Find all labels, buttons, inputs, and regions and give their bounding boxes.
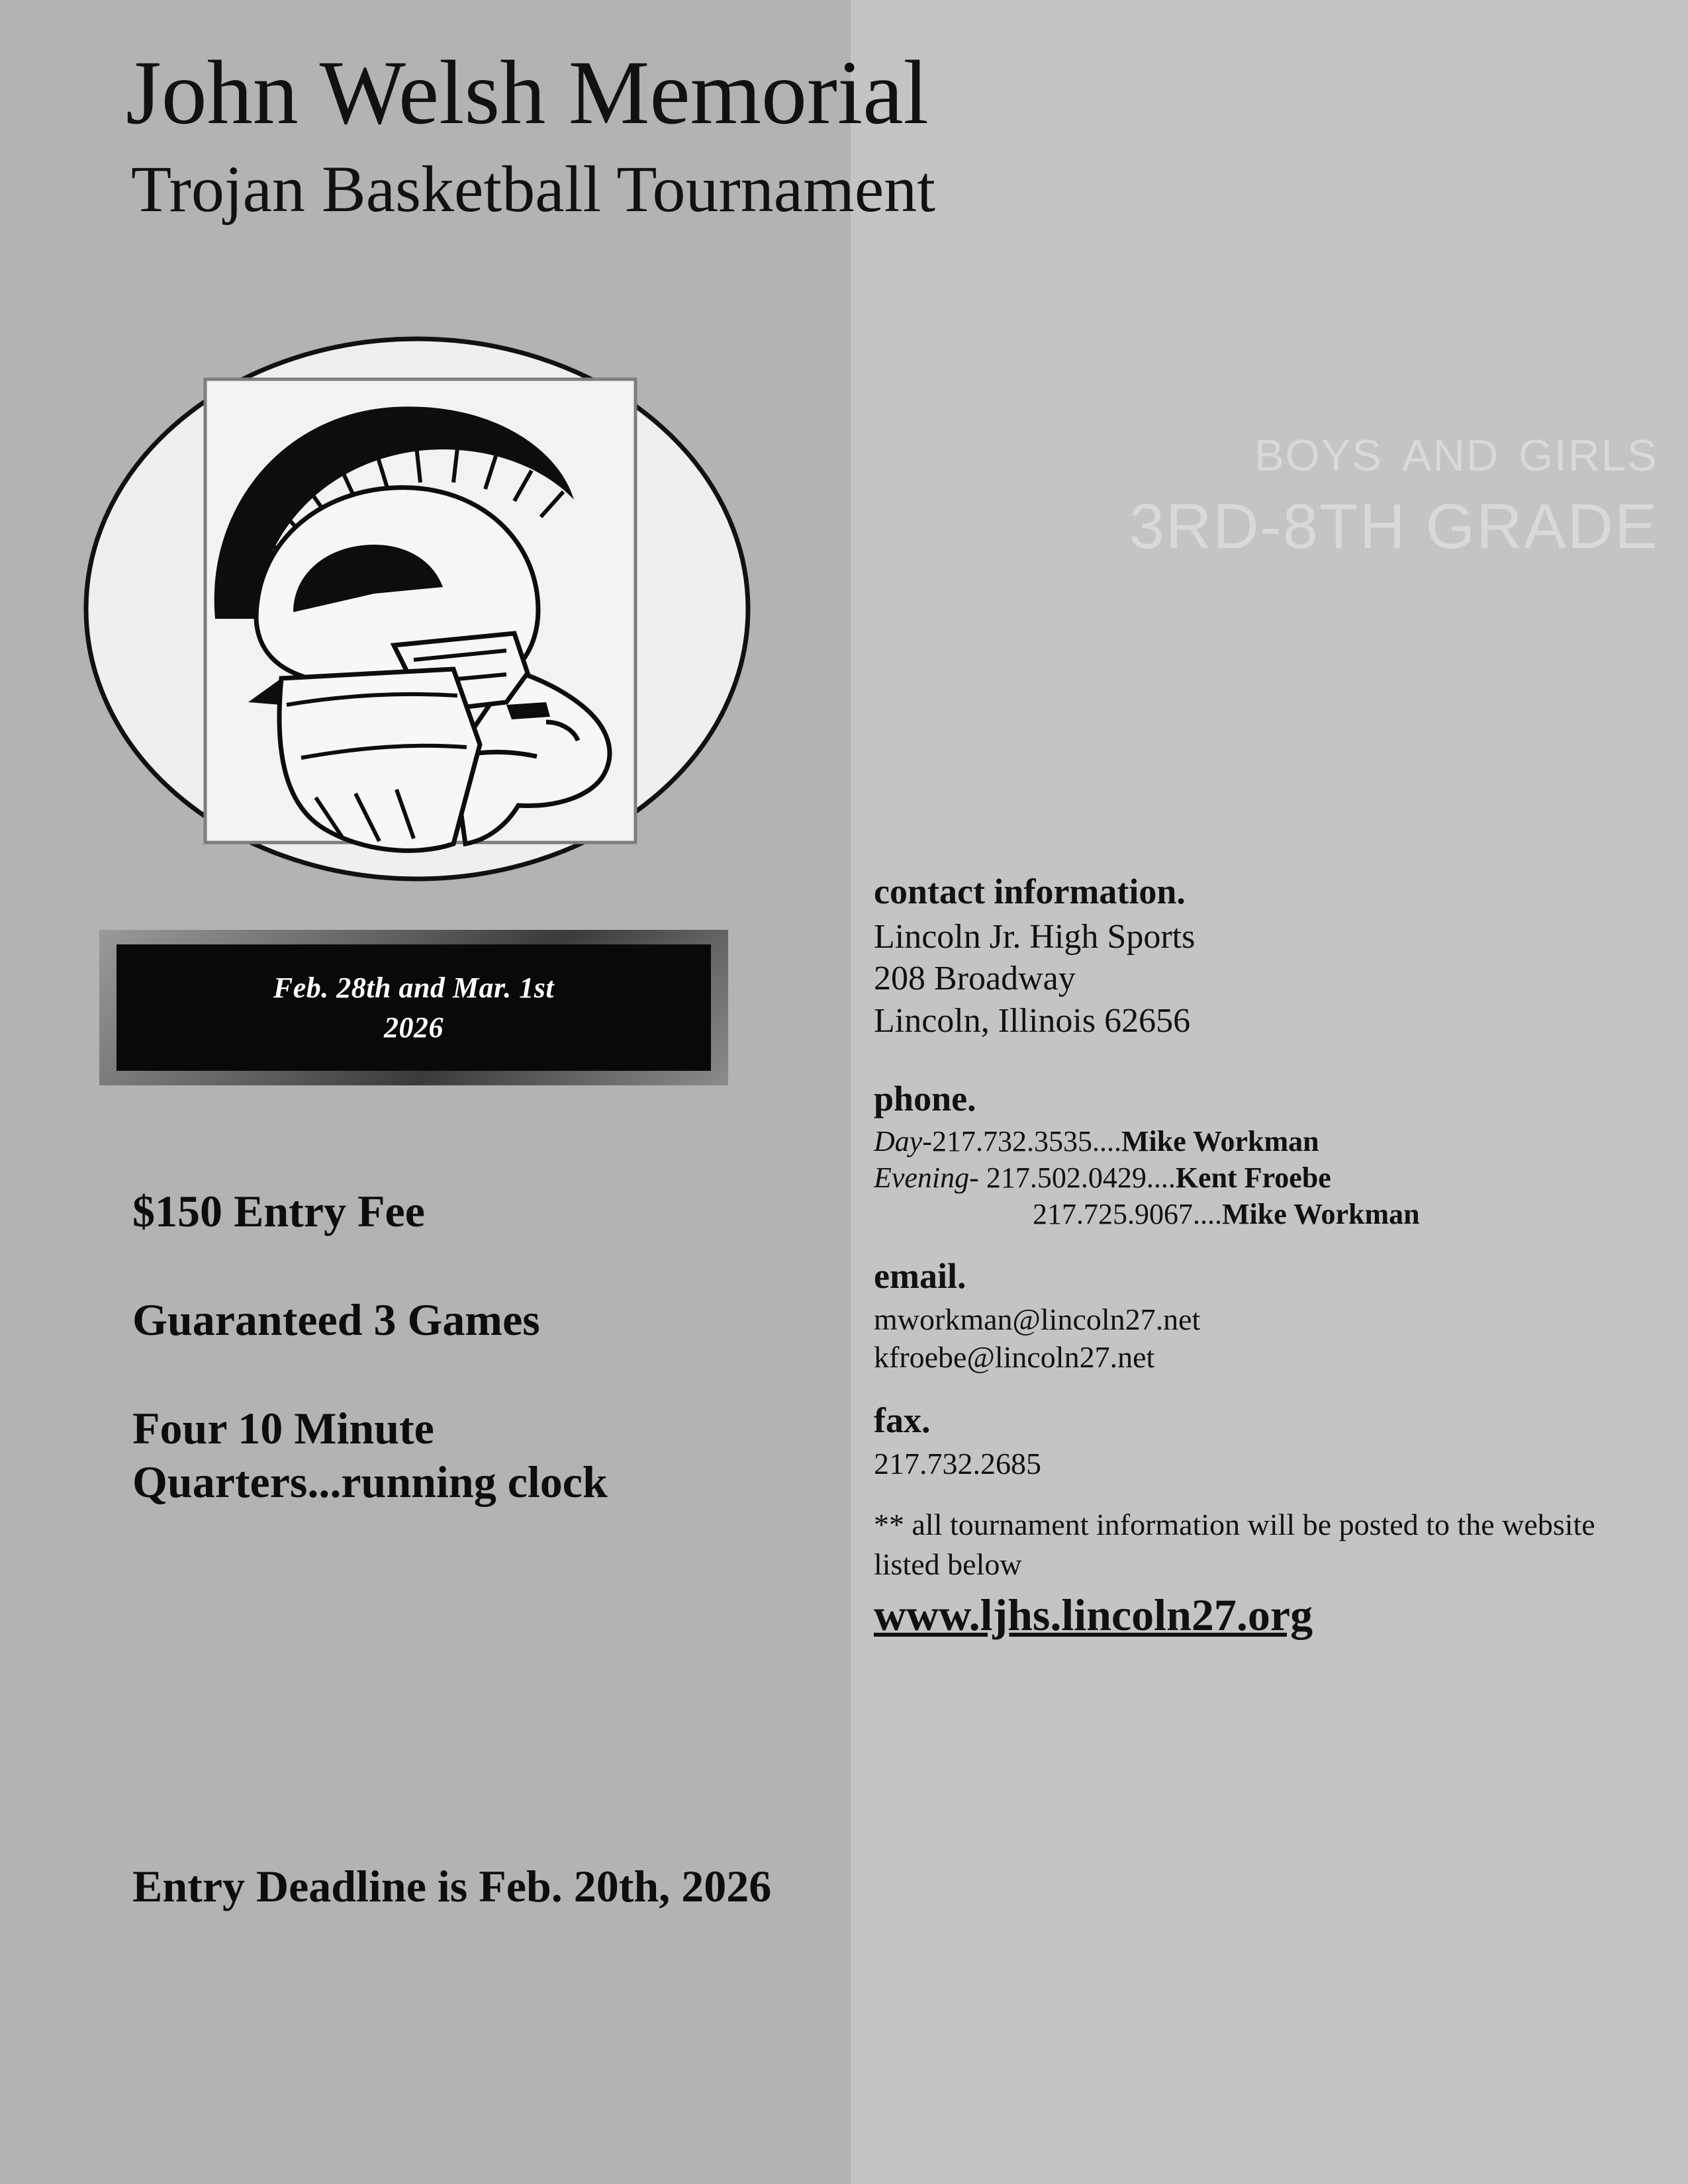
- page-subtitle: Trojan Basketball Tournament: [131, 152, 936, 226]
- phone-alt-name: Mike Workman: [1222, 1197, 1420, 1230]
- contact-org: Lincoln Jr. High Sports: [874, 917, 1196, 956]
- fax-heading: fax.: [874, 1400, 931, 1440]
- phone-alt-row: [874, 1196, 1655, 1232]
- fax-number: 217.732.2685: [874, 1446, 1041, 1480]
- contact-heading: contact information.: [874, 872, 1186, 911]
- tournament-year: 2026: [384, 1011, 444, 1044]
- trojan-head-icon: [83, 334, 751, 884]
- page-title: John Welsh Memorial: [126, 42, 929, 143]
- contact-street: 208 Broadway: [874, 960, 1076, 998]
- phone-evening-row: [874, 1160, 1655, 1196]
- spacer: [874, 1482, 1655, 1505]
- email-heading: email.: [874, 1255, 966, 1296]
- phone-evening-label: Evening-: [874, 1161, 979, 1194]
- contact-column: [874, 870, 1655, 1642]
- website-note: ** all tournament information will be posted to the website listed below: [874, 1508, 1595, 1581]
- phone-evening-name: Kent Froebe: [1175, 1161, 1331, 1194]
- spacer: [874, 1042, 1655, 1077]
- entry-deadline: Entry Deadline is Feb. 20th, 2026: [132, 1861, 772, 1911]
- phone-day-row: [874, 1123, 1655, 1160]
- date-plaque-inner: [117, 944, 711, 1071]
- phone-heading: phone.: [874, 1079, 976, 1119]
- tournament-dates: Feb. 28th and Mar. 1st: [273, 972, 555, 1005]
- phone-day-number: 217.732.3535....: [931, 1124, 1121, 1158]
- eligibility-banner: [877, 410, 1658, 565]
- website-link[interactable]: www.ljhs.lincoln27.org: [874, 1589, 1313, 1640]
- phone-alt-number: 217.725.9067....: [1033, 1197, 1222, 1230]
- detail-game-format: Four 10 Minute Quarters...running clock: [132, 1403, 608, 1507]
- date-plaque: [99, 930, 728, 1085]
- email-address-1[interactable]: mworkman@lincoln27.net: [874, 1302, 1201, 1336]
- tournament-details-list: [132, 1185, 794, 1564]
- phone-day-name: Mike Workman: [1121, 1124, 1319, 1158]
- logo-container: [83, 334, 758, 890]
- email-address-2[interactable]: kfroebe@lincoln27.net: [874, 1340, 1155, 1375]
- banner-line-grades: 3RD-8TH GRADE: [1129, 491, 1658, 563]
- banner-line-gender: boys and girls: [1254, 414, 1658, 484]
- contact-city-state-zip: Lincoln, Illinois 62656: [874, 1001, 1191, 1040]
- headline-block: [0, 42, 1602, 226]
- spacer: [874, 1377, 1655, 1399]
- detail-games-guarantee: Guaranteed 3 Games: [132, 1295, 540, 1345]
- phone-evening-number: 217.502.0429....: [978, 1161, 1176, 1194]
- spacer: [874, 1232, 1655, 1255]
- detail-entry-fee: $150 Entry Fee: [132, 1186, 425, 1236]
- phone-day-label: Day-: [874, 1124, 932, 1158]
